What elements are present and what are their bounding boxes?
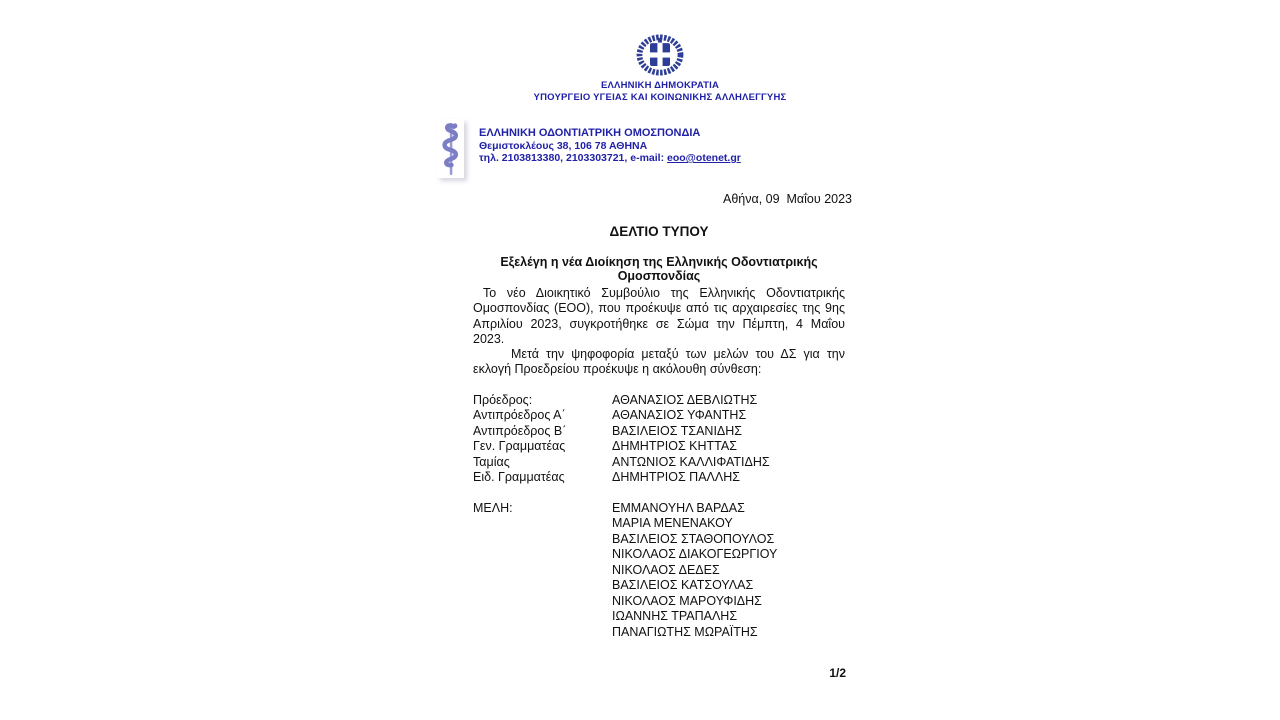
letterhead-text — [479, 119, 741, 164]
organization-name: ΕΛΛΗΝΙΚΗ ΟΔΟΝΤΙΑΤΡΙΚΗ ΟΜΟΣΠΟΝΔΙΑ — [479, 127, 701, 139]
organization-address: Θεμιστοκλέους 38, 106 78 ΑΘΗΝΑ — [479, 140, 648, 152]
organization-contact — [479, 152, 741, 164]
member-name: ΝΙΚΟΛΑΟΣ ΔΙΑΚΟΓΕΩΡΓΙΟΥ — [612, 547, 778, 562]
ministry-title: ΥΠΟΥΡΓΕΙΟ ΥΓΕΙΑΣ ΚΑΙ ΚΟΙΝΩΝΙΚΗΣ ΑΛΛΗΛΕΓΓΥΗΣ — [533, 91, 787, 103]
board-role: Αντιπρόεδρος Α΄ — [473, 408, 566, 423]
board-role: Αντιπρόεδρος Β΄ — [473, 423, 567, 438]
board-row — [473, 470, 845, 485]
member-name: ΜΑΡΙΑ ΜΕΝΕΝΑΚΟΥ — [612, 516, 733, 531]
board-row — [473, 408, 845, 423]
members-section — [473, 501, 845, 640]
member-name: ΒΑΣΙΛΕΙΟΣ ΣΤΑΘΟΠΟΥΛΟΣ — [612, 531, 775, 546]
board-name: ΑΘΑΝΑΣΙΟΣ ΥΦΑΝΤΗΣ — [612, 408, 747, 423]
body-paragraph-1: Το νέο Διοικητικό Συμβούλιο της Ελληνικής Οδοντιατρικής Ομοσπονδίας (ΕΟΟ), που προέκυψε από τις αρχαιρεσίες της 9ης Απριλίου 2023, συγκροτήθηκε σε Σώμα την Πέμπτη, 4 Μαΐου 2023. — [473, 286, 845, 347]
member-name: ΠΑΝΑΓΙΩΤΗΣ ΜΩΡΑΪΤΗΣ — [612, 624, 758, 639]
member-name: ΒΑΣΙΛΕΙΟΣ ΚΑΤΣΟΥΛΑΣ — [612, 578, 754, 593]
body-paragraph-2: Μετά την ψηφοφορία μεταξύ των μελών του ΔΣ για την εκλογή Προεδρείου προέκυψε η ακόλουθη σύνθεση: — [473, 347, 845, 377]
republic-title: ΕΛΛΗΝΙΚΗ ΔΗΜΟΚΡΑΤΙΑ — [600, 80, 720, 91]
board-row — [473, 424, 845, 439]
date-line: Αθήνα, 09 Μαΐου 2023 — [723, 192, 852, 206]
board-row — [473, 455, 845, 470]
board-role: Γεν. Γραμματέας — [473, 439, 566, 454]
members-label: ΜΕΛΗ: — [473, 501, 513, 515]
board-name: ΑΘΑΝΑΣΙΟΣ ΔΕΒΛΙΩΤΗΣ — [612, 393, 758, 407]
member-name: ΝΙΚΟΛΑΟΣ ΔΕΔΕΣ — [612, 562, 720, 577]
press-release-title: ΔΕΛΤΙΟ ΤΥΠΟΥ — [609, 224, 709, 239]
board-role: Πρόεδρος: — [473, 393, 533, 407]
rod-of-asclepius-icon — [437, 119, 464, 178]
board-list — [473, 393, 845, 486]
board-row — [473, 439, 845, 454]
letterhead — [437, 119, 741, 178]
member-name: ΝΙΚΟΛΑΟΣ ΜΑΡΟΥΦΙΔΗΣ — [612, 593, 762, 608]
board-name: ΔΗΜΗΤΡΙΟΣ ΠΑΛΛΗΣ — [612, 470, 741, 485]
board-role: Ταμίας — [473, 454, 510, 469]
board-role: Ειδ. Γραμματέας — [473, 470, 565, 485]
page-number: 1/2 — [829, 666, 846, 680]
board-name: ΑΝΤΩΝΙΟΣ ΚΑΛΛΙΦΑΤΙΔΗΣ — [612, 454, 770, 469]
board-name: ΔΗΜΗΤΡΙΟΣ ΚΗΤΤΑΣ — [612, 439, 737, 454]
government-header — [473, 34, 847, 103]
members-list — [612, 501, 845, 640]
board-row — [473, 393, 845, 408]
phone-numbers: τηλ. 2103813380, 2103303721, e-mail: — [479, 152, 667, 164]
member-name: ΕΜΜΑΝΟΥΗΛ ΒΑΡΔΑΣ — [612, 501, 745, 515]
board-name: ΒΑΣΙΛΕΙΟΣ ΤΣΑΝΙΔΗΣ — [612, 423, 743, 438]
member-name: ΙΩΑΝΝΗΣ ΤΡΑΠΑΛΗΣ — [612, 609, 738, 624]
email-link[interactable]: eoo@otenet.gr — [667, 152, 741, 164]
greek-national-emblem-icon — [636, 34, 684, 76]
press-release-subtitle: Εξελέγη η νέα Διοίκηση της Ελληνικής Οδοντιατρικής Ομοσπονδίας — [500, 255, 818, 283]
